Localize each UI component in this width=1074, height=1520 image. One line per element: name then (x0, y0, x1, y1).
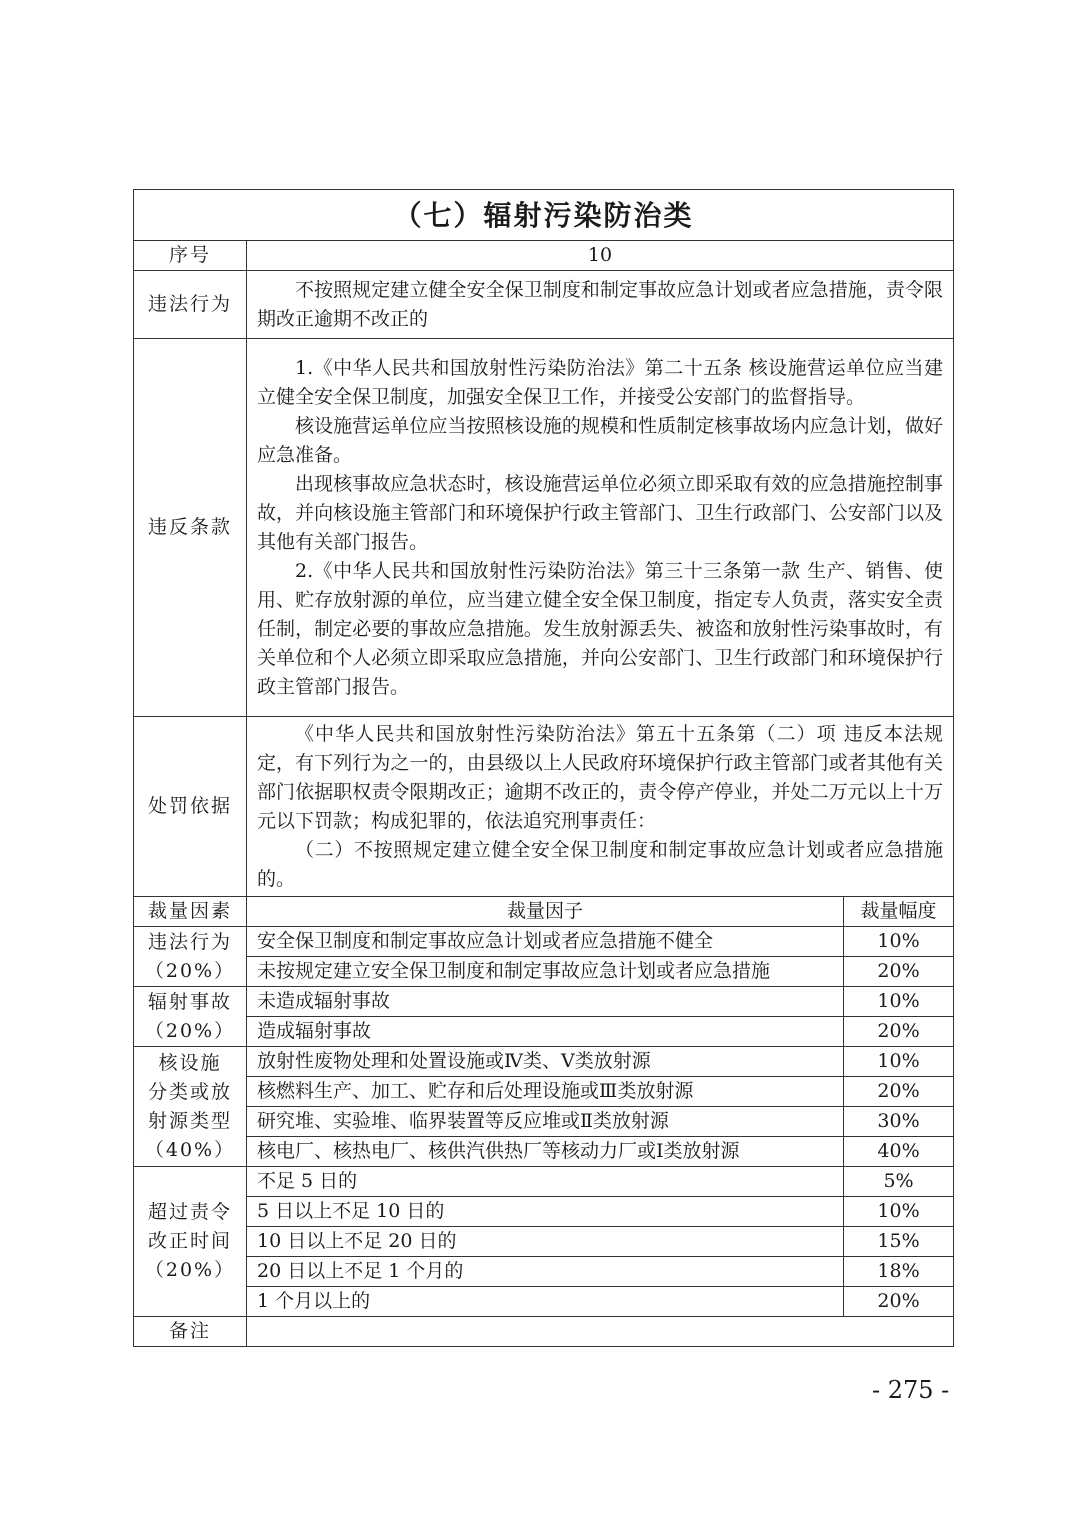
penalty-standard-table (133, 189, 954, 1347)
remark-label: 备注 (134, 1317, 247, 1347)
factor-value: 10% (844, 1197, 954, 1227)
factor-group-radiation-accident (134, 987, 247, 1047)
behavior-text-cell (247, 271, 954, 339)
factor-item: 1 个月以上的 (247, 1287, 844, 1317)
factor-group-label-line: 改正时间 (147, 1230, 232, 1252)
factor-group-label-line: 分类或放 (147, 1080, 232, 1103)
factor-group-label-line: （20%） (144, 1019, 236, 1042)
factor-item: 不足 5 日的 (247, 1167, 844, 1197)
factor-group-label-line: （40%） (144, 1138, 236, 1161)
penalty-paragraph: （二）不按照规定建立健全安全保卫制度和制定事故应急计划或者应急措施的。 (257, 838, 944, 890)
penalty-label: 处罚依据 (134, 717, 247, 897)
factor-item: 未按规定建立安全保卫制度和制定事故应急计划或者应急措施 (247, 957, 844, 987)
factor-group-label-line: 射源类型 (147, 1109, 232, 1132)
penalty-basis-cell (247, 717, 954, 897)
factor-group-label-line: 超过责令 (147, 1201, 232, 1223)
violated-paragraph: 出现核事故应急状态时，核设施营运单位必须立即采取有效的应急措施控制事故，并向核设施主管部门和环境保护行政主管部门、卫生行政部门、公安部门以及其他有关部门报告。 (257, 472, 944, 553)
factor-item: 20 日以上不足 1 个月的 (247, 1257, 844, 1287)
page-number: - 275 - (872, 1376, 950, 1404)
factor-group-label-line: （20%） (144, 959, 236, 982)
factor-group-label-line: （20%） (144, 1259, 236, 1281)
seq-label: 序号 (134, 241, 247, 271)
factor-value: 15% (844, 1227, 954, 1257)
factor-group-behavior (134, 927, 247, 987)
factor-value: 10% (844, 1047, 954, 1077)
factor-group-label-line: 违法行为 (147, 930, 232, 953)
violated-paragraph: 核设施营运单位应当按照核设施的规模和性质制定核事故场内应急计划，做好应急准备。 (257, 414, 944, 466)
factor-value: 40% (844, 1137, 954, 1167)
penalty-paragraph: 《中华人民共和国放射性污染防治法》第五十五条第（二）项 违反本法规定，有下列行为之一的，由县级以上人民政府环境保护行政主管部门或者其他有关部门依据职权责令限期改正；逾期不改正的，责令停产停业，并处二万元以上十万元以下罚款；构成犯罪的，依法追究刑事责任： (257, 722, 944, 832)
factor-value: 10% (844, 987, 954, 1017)
factor-value: 20% (844, 1287, 954, 1317)
violated-clauses-cell (247, 339, 954, 717)
factor-group-label-line: 辐射事故 (147, 990, 232, 1013)
factor-value: 20% (844, 1017, 954, 1047)
factor-item: 核电厂、核热电厂、核供汽供热厂等核动力厂或Ⅰ类放射源 (247, 1137, 844, 1167)
factor-value: 10% (844, 927, 954, 957)
behavior-label: 违法行为 (134, 271, 247, 339)
factor-item: 核燃料生产、加工、贮存和后处理设施或Ⅲ类放射源 (247, 1077, 844, 1107)
factor-group-label-line: 核设施 (158, 1051, 222, 1074)
section-title: （七）辐射污染防治类 (134, 190, 954, 241)
factor-header: 裁量因素 (134, 897, 247, 927)
factor-value: 5% (844, 1167, 954, 1197)
seq-value: 10 (247, 241, 954, 271)
factor-item: 研究堆、实验堆、临界装置等反应堆或Ⅱ类放射源 (247, 1107, 844, 1137)
factor-value: 20% (844, 1077, 954, 1107)
factor-item: 10 日以上不足 20 日的 (247, 1227, 844, 1257)
violated-paragraph: 2.《中华人民共和国放射性污染防治法》第三十三条第一款 生产、销售、使用、贮存放射源的单位，应当建立健全安全保卫制度，指定专人负责，落实安全责任制，制定必要的事故应急措施。发生放射源丢失、被盗和放射性污染事故时，有关单位和个人必须立即采取应急措施，并向公安部门、卫生行政部门和环境保护行政主管部门报告。 (257, 559, 944, 698)
factor-value: 30% (844, 1107, 954, 1137)
range-header: 裁量幅度 (844, 897, 954, 927)
violated-label: 违反条款 (134, 339, 247, 717)
factor-item: 造成辐射事故 (247, 1017, 844, 1047)
factor-item: 安全保卫制度和制定事故应急计划或者应急措施不健全 (247, 927, 844, 957)
factor-value: 20% (844, 957, 954, 987)
factor-group-facility-type (134, 1047, 247, 1167)
violated-paragraph: 1.《中华人民共和国放射性污染防治法》第二十五条 核设施营运单位应当建立健全安全保卫制度，加强安全保卫工作，并接受公安部门的监督指导。 (257, 356, 944, 408)
item-header: 裁量因子 (247, 897, 844, 927)
factor-item: 未造成辐射事故 (247, 987, 844, 1017)
remark-value (247, 1317, 954, 1347)
factor-item: 5 日以上不足 10 日的 (247, 1197, 844, 1227)
factor-group-overdue-time (134, 1167, 247, 1317)
factor-item: 放射性废物处理和处置设施或Ⅳ类、Ⅴ类放射源 (247, 1047, 844, 1077)
factor-value: 18% (844, 1257, 954, 1287)
behavior-text: 不按照规定建立健全安全保卫制度和制定事故应急计划或者应急措施，责令限期改正逾期不改正的 (257, 278, 944, 330)
